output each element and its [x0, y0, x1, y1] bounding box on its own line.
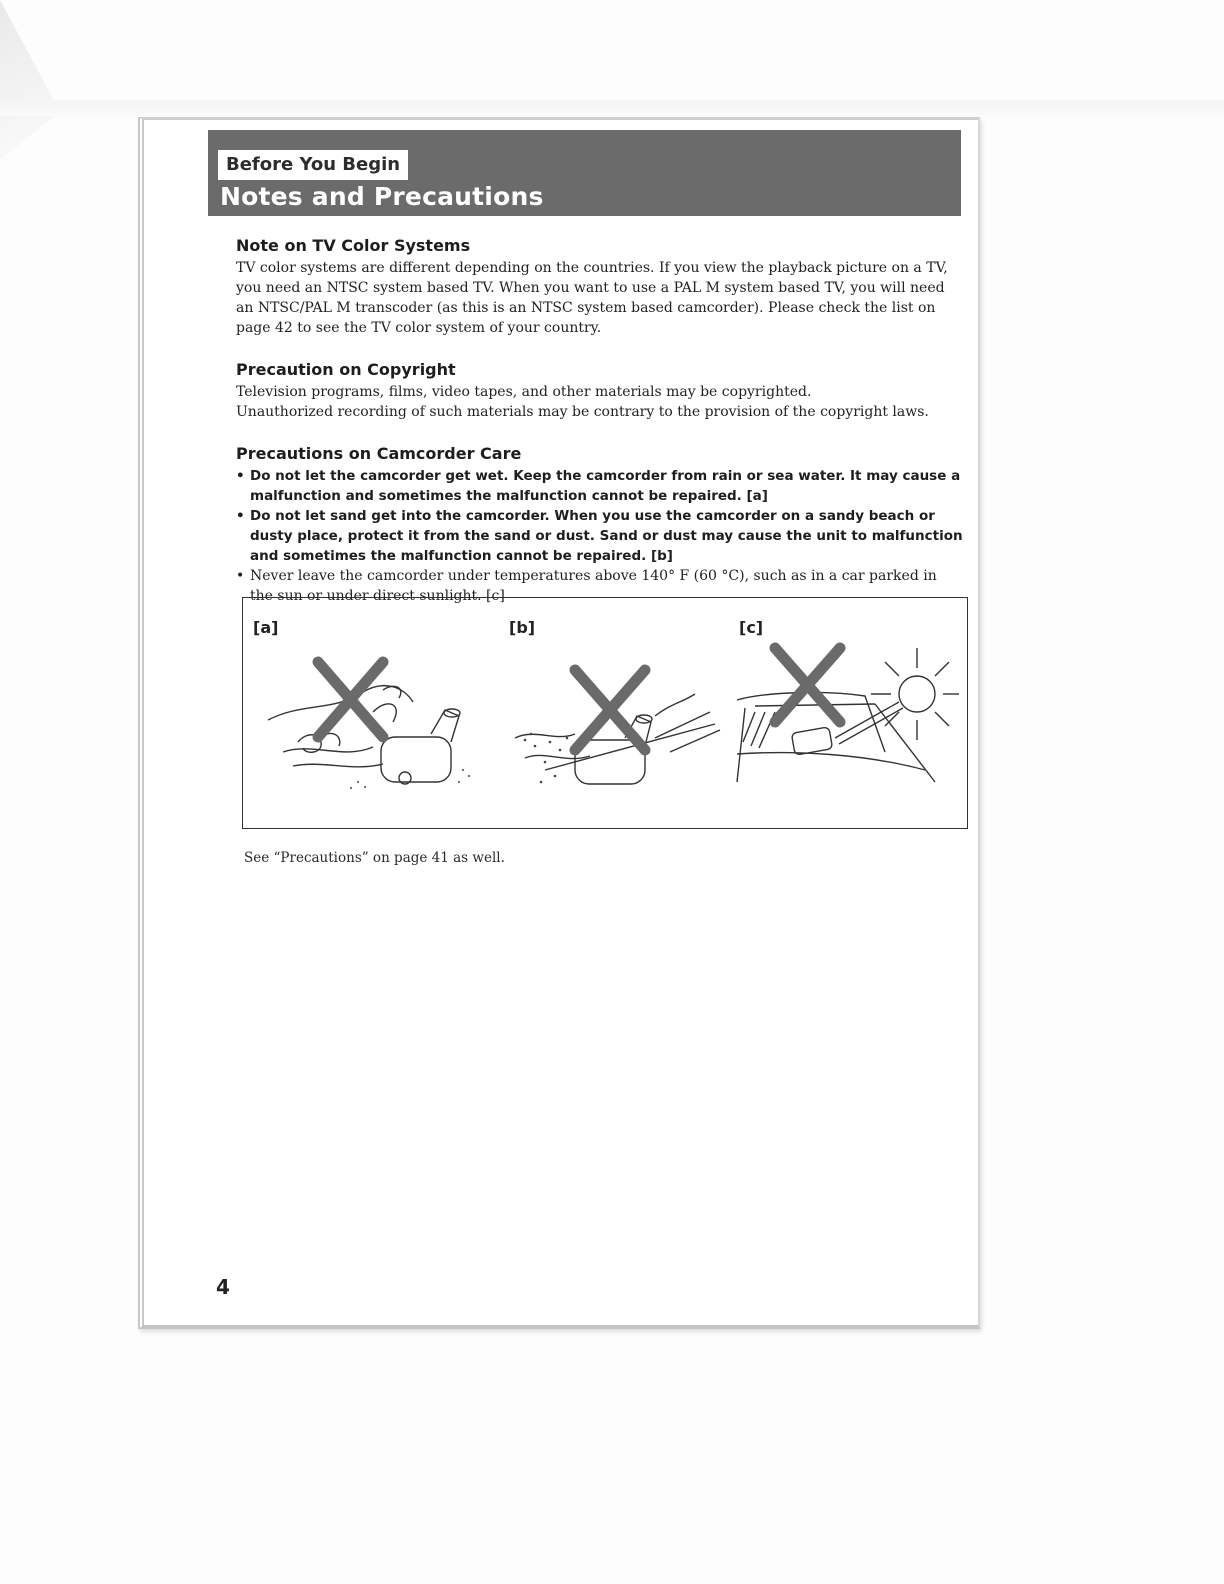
prohibition-mark-a	[318, 662, 383, 737]
section-care	[236, 444, 964, 606]
page-content	[236, 236, 964, 628]
paragraph-copyright-2: Unauthorized recording of such materials may be contrary to the provision of the copyright laws.	[236, 404, 929, 420]
section-heading-care: Precautions on Camcorder Care	[236, 444, 522, 463]
paragraph-tv-color: TV color systems are different depending on the countries. If you view the playback picture on a TV, you need an NTSC system based TV. When you want to use a PAL M system based TV, you will need an NTSC/PAL M transcoder (as this is an NTSC system based camcorder). Please check the list on page 42 to see the TV color system of your country.	[236, 260, 948, 336]
footnote: See “Precautions” on page 41 as well.	[244, 850, 505, 866]
manual-page	[138, 117, 980, 1329]
scan-page-flap	[0, 0, 60, 160]
list-item: • Never leave the camcorder under temperatures above 140° F (60 °C), such as in a car parked in the sun or under direct sunlight. [c]	[236, 566, 964, 606]
prohibition-mark-c	[775, 648, 840, 722]
illustration-wet-camcorder	[263, 642, 493, 802]
care-bullet-list	[236, 466, 964, 606]
header-band	[208, 130, 961, 216]
list-item: • Do not let the camcorder get wet. Keep the camcorder from rain or sea water. It may cause a malfunction and sometimes the malfunction cannot be repaired. [a]	[236, 466, 964, 506]
paragraph-copyright-1: Television programs, films, video tapes, and other materials may be copyrighted.	[236, 384, 812, 400]
illustration-box	[242, 597, 968, 829]
list-item: • Do not let sand get into the camcorder. When you use the camcorder on a sandy beach or dusty place, protect it from the sand or dust. Sand or dust may cause the unit to malfunction and sometimes the malfunction cannot be repaired. [b]	[236, 506, 964, 566]
illustration-sandy-camcorder	[505, 642, 725, 802]
section-heading-copyright: Precaution on Copyright	[236, 360, 456, 379]
page-number: 4	[216, 1275, 230, 1299]
illustration-car-sun	[735, 642, 961, 802]
section-copyright	[236, 360, 964, 422]
figure-label-a: [a]	[253, 618, 279, 637]
figure-label-b: [b]	[509, 618, 536, 637]
section-tv-color	[236, 236, 964, 338]
prohibition-mark-b	[575, 670, 645, 750]
section-kicker: Before You Begin	[218, 150, 408, 180]
section-heading-tv-color: Note on TV Color Systems	[236, 236, 471, 255]
scan-shadow	[0, 100, 1224, 116]
figure-label-c: [c]	[739, 618, 764, 637]
page-title: Notes and Precautions	[220, 182, 544, 211]
